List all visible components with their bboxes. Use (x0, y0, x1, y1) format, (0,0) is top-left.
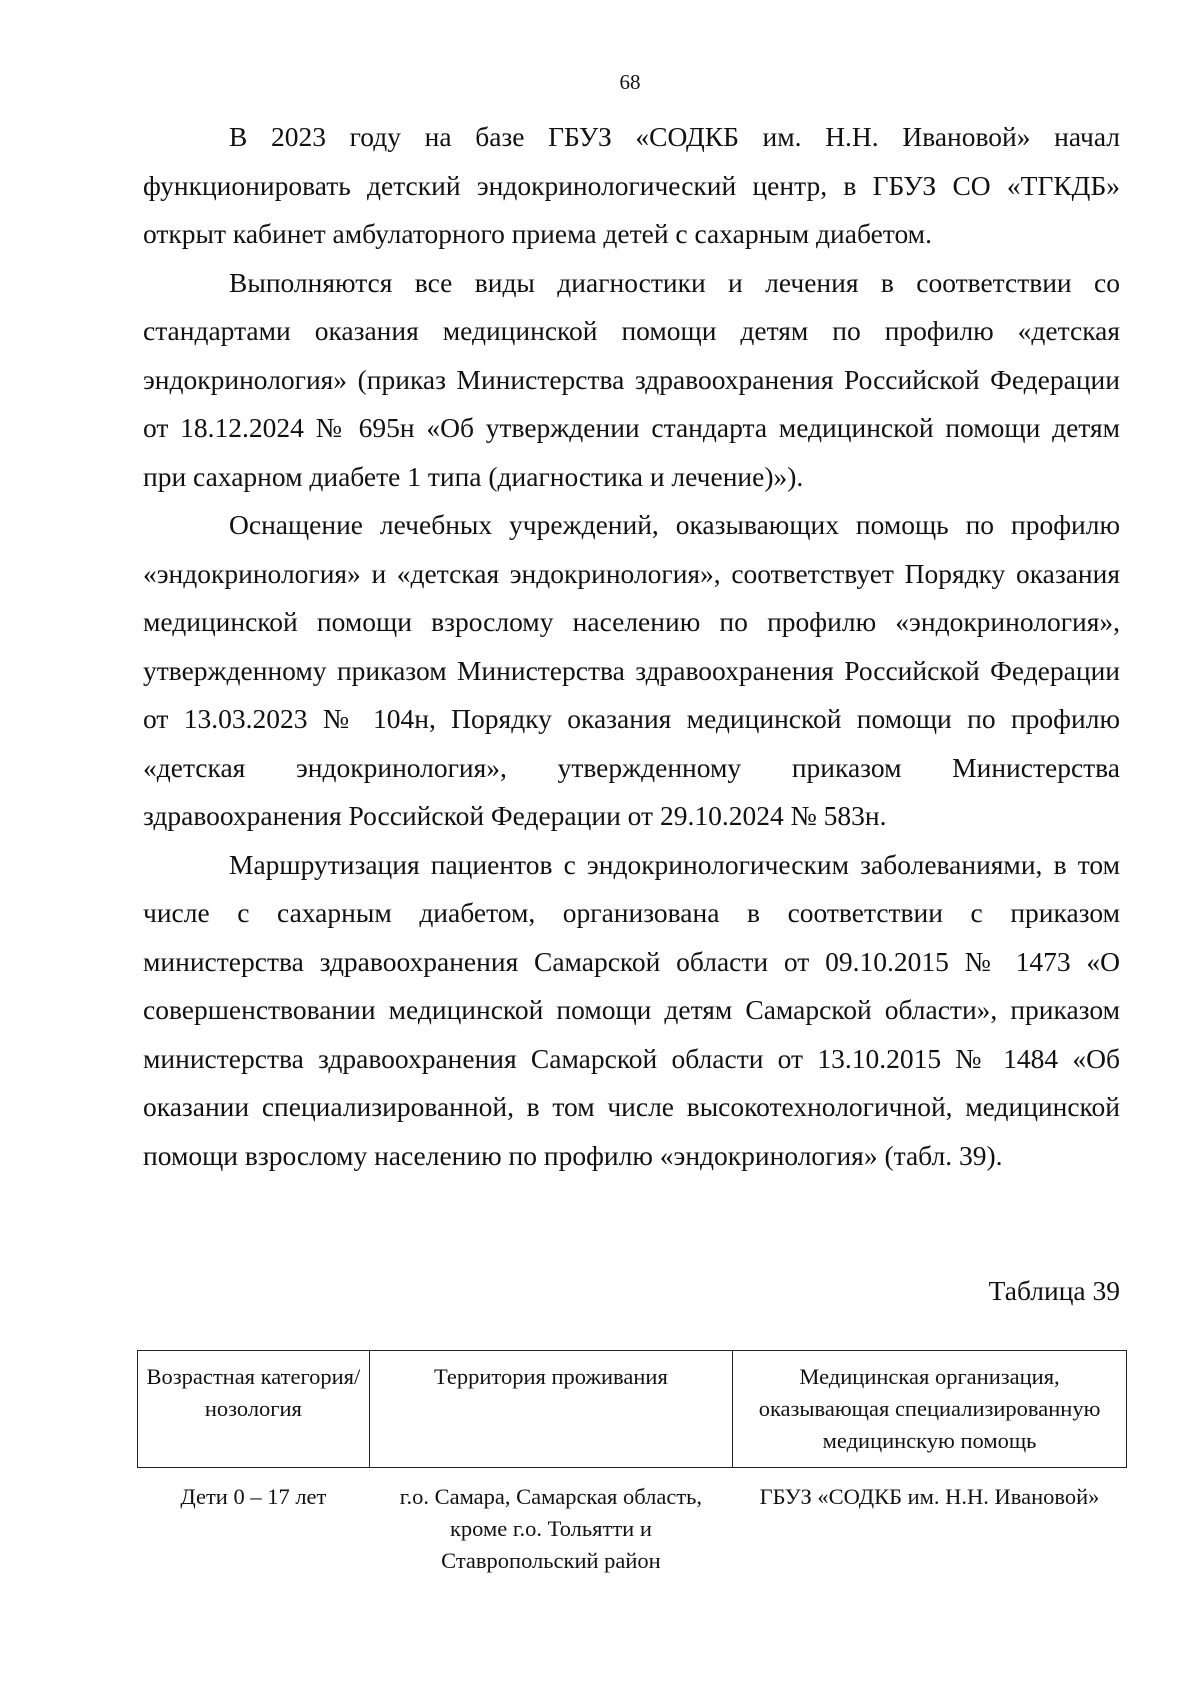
cell-medical-organization: ГБУЗ «СОДКБ им. Н.Н. Ивановой» (759, 1484, 1100, 1509)
paragraph: В 2023 году на базе ГБУЗ «СОДКБ им. Н.Н. Ивановой» начал функционировать детский эндокринологический центр, в ГБУЗ СО «ТГКДБ» открыт кабинет амбулаторного приема детей с сахарным диабетом. (143, 121, 1120, 249)
cell-age-category: Дети 0 – 17 лет (180, 1484, 327, 1509)
header-age-category: Возрастная категория/нозология (138, 1351, 370, 1468)
header-territory: Территория проживания (369, 1351, 732, 1468)
paragraph: Оснащение лечебных учреждений, оказывающих помощь по профилю «эндокринология» и «детская эндокринология», соответствует Порядку оказания медицинской помощи взрослому населению по профилю «эндокринология», утвержденному приказом Министерства здравоохранения Российской Федерации от 13.03.2023 № 104н, Порядку оказания медицинской помощи по профилю «детская эндокринология», утвержденному приказом Министерства здравоохранения Российской Федерации от 29.10.2024 № 583н. (143, 509, 1120, 831)
table-row (138, 1468, 1127, 1591)
table-header-row (138, 1351, 1127, 1468)
header-medical-organization: Медицинская организация, оказывающая специализированную медицинскую помощь (733, 1351, 1127, 1468)
table-caption: Таблица 39 (988, 1275, 1120, 1306)
routing-table (137, 1350, 1127, 1590)
cell-territory: г.о. Самара, Самарская область, кроме г.о. Тольятти и Ставропольский район (399, 1484, 703, 1573)
page-number: 68 (619, 70, 641, 94)
paragraph: Маршрутизация пациентов с эндокринологическим заболеваниями, в том числе с сахарным диабетом, организована в соответствии с приказом министерства здравоохранения Самарской области от 09.10.2015 № 1473 «О совершенствовании медицинской помощи детям Самарской области», приказом министерства здравоохранения Самарской области от 13.10.2015 № 1484 «Об оказании специализированной, в том числе высокотехнологичной, медицинской помощи взрослому населению по профилю «эндокринология» (табл. 39). (143, 848, 1120, 1171)
document-body (143, 113, 1120, 1180)
paragraph: Выполняются все виды диагностики и лечения в соответствии со стандартами оказания медицинской помощи детям по профилю «детская эндокринология» (приказ Министерства здравоохранения Российской Федерации от 18.12.2024 № 695н «Об утверждении стандарта медицинской помощи детям при сахарном диабете 1 типа (диагностика и лечение)»). (143, 266, 1120, 492)
